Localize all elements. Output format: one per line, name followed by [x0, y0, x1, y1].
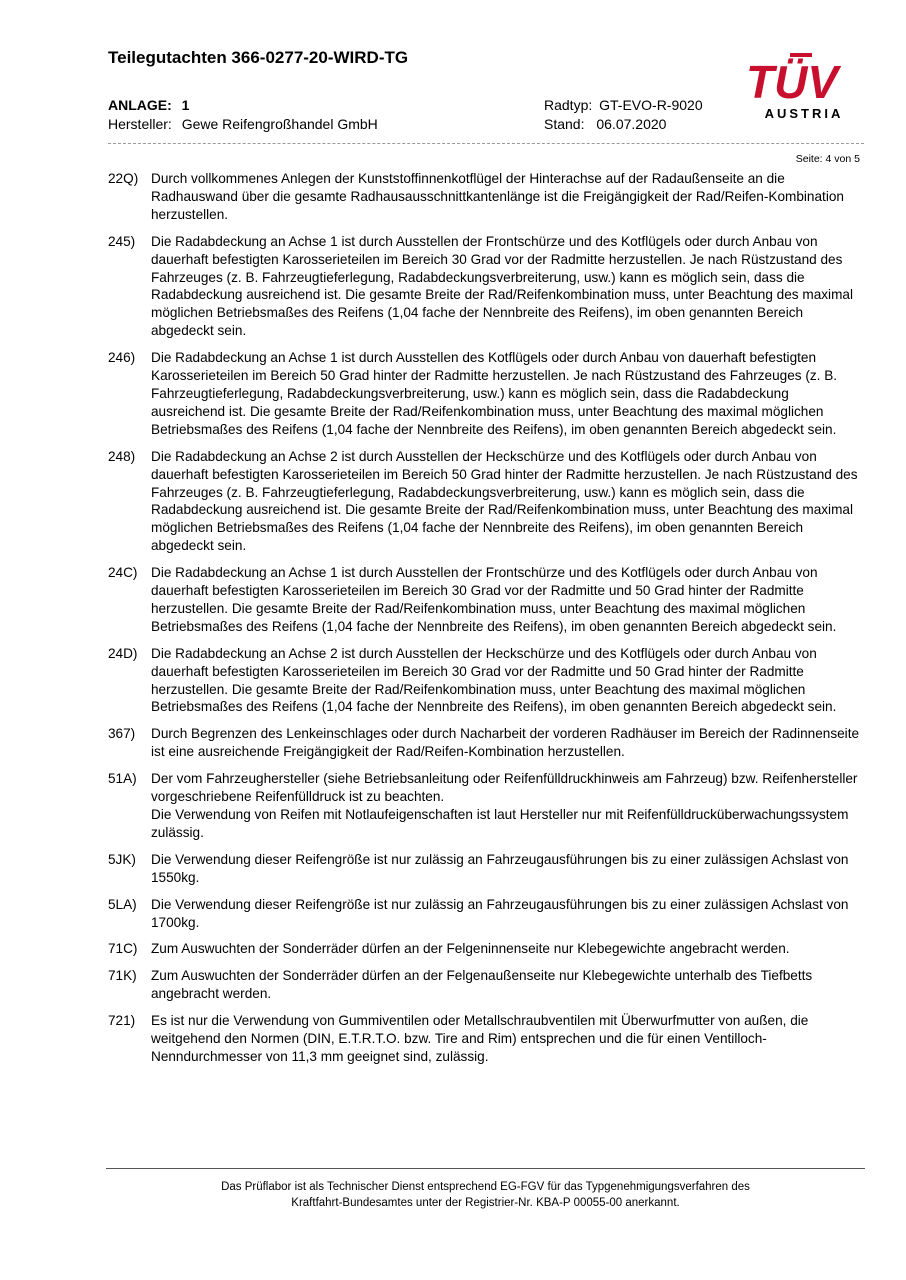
condition-item [108, 448, 864, 555]
conditions-list [108, 170, 864, 1075]
condition-paragraph: Die Verwendung dieser Reifengröße ist nur zulässig an Fahrzeugausführungen bis zu einer zulässigen Achslast von 1550kg. [151, 851, 849, 885]
hersteller-line [108, 116, 378, 132]
condition-item [108, 233, 864, 340]
footer [106, 1179, 865, 1211]
condition-text [151, 725, 864, 761]
condition-code: 5JK) [108, 851, 136, 867]
condition-text [151, 851, 864, 887]
condition-text [151, 233, 864, 340]
stand-value: 06.07.2020 [596, 116, 667, 132]
condition-item [108, 1012, 864, 1066]
page-label: Seite: [795, 153, 823, 165]
condition-paragraph: Die Radabdeckung an Achse 2 ist durch Ausstellen der Heckschürze und des Kotflügels oder durch Anbau von dauerhaft befestigten Karosserieteilen im Bereich 50 Grad hinter der Radmitte herzustellen. Je nach Rüstzustand des Fahrzeuges (z. B. Fahrzeugtieferlegung, Radabdeckungsverbreiterung, usw.) kann es möglich sein, dass die Radabdeckung ausreichend ist. Die gesamte Breite der Rad/Reifenkombination muss, unter Beachtung des maximal möglichen Betriebsmaßes des Reifens (1,04 fache der Nennbreite des Reifens), im oben genannten Bereich abgedeckt sein. [151, 448, 858, 554]
condition-item [108, 645, 864, 717]
footer-line-1: Das Prüflabor ist als Technischer Dienst entsprechend EG-FGV für das Typgenehmigungsverfahren des [221, 1181, 750, 1193]
condition-text [151, 770, 864, 842]
hersteller-label: Hersteller: [108, 116, 172, 132]
condition-item [108, 564, 864, 636]
page-current: 4 [825, 153, 832, 165]
condition-code: 248) [108, 448, 136, 464]
condition-code: 71C) [108, 941, 138, 957]
condition-item [108, 896, 864, 932]
condition-code: 51A) [108, 771, 137, 787]
condition-text [151, 940, 864, 958]
logo-subtext: AUSTRIA [764, 106, 844, 121]
condition-paragraph: Durch Begrenzen des Lenkeinschlages oder durch Nacharbeit der vorderen Radhäuser im Bereich der Radinnenseite ist eine ausreichende Freigängigkeit der Rad/Reifen-Kombination herzustellen. [151, 726, 860, 760]
condition-paragraph: Die Radabdeckung an Achse 2 ist durch Ausstellen der Heckschürze und des Kotflügels oder durch Anbau von dauerhaft befestigten Karosserieteilen im Bereich 30 Grad vor der Radmitte und 50 Grad hinter der Radmitte herzustellen. Die gesamte Breite der Rad/Reifenkombination muss, unter Beachtung des maximal möglichen Betriebsmaßes des Reifens (1,04 fache der Nennbreite des Reifens), im oben genannten Bereich abgedeckt sein. [151, 645, 837, 715]
document-title: Teilegutachten 366-0277-20-WIRD-TG [108, 48, 409, 67]
condition-item [108, 770, 864, 842]
condition-text [151, 1012, 864, 1066]
anlage-label: ANLAGE: [108, 97, 172, 113]
logo-text: TÜV [746, 56, 838, 108]
stand-label: Stand: [544, 116, 585, 132]
condition-text [151, 564, 864, 636]
page-number [796, 153, 860, 165]
condition-paragraph: Zum Auswuchten der Sonderräder dürfen an der Felgeninnenseite nur Klebegewichte angebracht werden. [151, 941, 790, 957]
condition-item [108, 851, 864, 887]
condition-paragraph: Die Radabdeckung an Achse 1 ist durch Ausstellen der Frontschürze und des Kotflügels oder durch Anbau von dauerhaft befestigten Karosserieteilen im Bereich 30 Grad vor der Radmitte herzustellen. Je nach Rüstzustand des Fahrzeuges (z. B. Fahrzeugtieferlegung, Radabdeckungsverbreiterung, usw.) kann es möglich sein, dass die Radabdeckung ausreichend ist. Die gesamte Breite der Rad/Reifenkombination muss, unter Beachtung des maximal möglichen Betriebsmaßes des Reifens (1,04 fache der Nennbreite des Reifens), im oben genannten Bereich abgedeckt sein. [151, 233, 853, 339]
condition-code: 367) [108, 726, 136, 742]
condition-code: 22Q) [108, 171, 139, 186]
condition-code: 245) [108, 233, 136, 249]
condition-code: 24D) [108, 645, 138, 661]
condition-item [108, 725, 864, 761]
condition-paragraph: Der vom Fahrzeughersteller (siehe Betriebsanleitung oder Reifenfülldruckhinweis am Fahrzeug) bzw. Reifenhersteller vorgeschriebene Reifenfülldruck ist zu beachten. [151, 771, 858, 805]
hersteller-value: Gewe Reifengroßhandel GmbH [181, 116, 378, 132]
radtyp-line [544, 97, 703, 113]
footer-line-2: Kraftfahrt-Bundesamtes unter der Registrier-Nr. KBA-P 00055-00 anerkannt. [291, 1197, 680, 1209]
condition-paragraph: Die Verwendung von Reifen mit Notlaufeigenschaften ist laut Hersteller nur mit Reifenfülldrucküberwachungssystem zulässig. [151, 807, 849, 840]
condition-code: 721) [108, 1013, 136, 1029]
condition-item [108, 349, 864, 439]
condition-code: 5LA) [108, 896, 137, 912]
page-total: 5 [854, 153, 860, 165]
condition-text [151, 645, 864, 717]
anlage-line [108, 97, 189, 113]
page-separator: von [834, 153, 852, 165]
condition-text [151, 896, 864, 932]
condition-text [151, 967, 864, 1003]
condition-text [151, 448, 864, 555]
condition-item [108, 170, 864, 224]
condition-paragraph: Die Radabdeckung an Achse 1 ist durch Ausstellen der Frontschürze und des Kotflügels oder durch Anbau von dauerhaft befestigten Karosserieteilen im Bereich 30 Grad vor der Radmitte und 50 Grad hinter der Radmitte herzustellen. Die gesamte Breite der Rad/Reifenkombination muss, unter Beachtung des maximal möglichen Betriebsmaßes des Reifens (1,04 fache der Nennbreite des Reifens), im oben genannten Bereich abgedeckt sein. [151, 565, 837, 634]
condition-paragraph: Die Radabdeckung an Achse 1 ist durch Ausstellen des Kotflügels oder durch Anbau von dauerhaft befestigten Karosserieteilen im Bereich 50 Grad hinter der Radmitte herzustellen. Je nach Rüstzustand des Fahrzeuges (z. B. Fahrzeugtieferlegung, Radabdeckungsverbreiterung, usw.) kann es möglich sein, dass die Radabdeckung ausreichend ist. Die gesamte Breite der Rad/Reifenkombination muss, unter Beachtung des maximal möglichen Betriebsmaßes des Reifens (1,04 fache der Nennbreite des Reifens), im oben genannten Bereich abgedeckt sein. [151, 350, 838, 437]
condition-code: 24C) [108, 565, 138, 581]
header-divider [108, 143, 864, 144]
condition-text [151, 170, 864, 224]
condition-code: 71K) [108, 968, 137, 984]
radtyp-label: Radtyp: [544, 97, 593, 113]
condition-paragraph: Die Verwendung dieser Reifengröße ist nur zulässig an Fahrzeugausführungen bis zu einer zulässigen Achslast von 1700kg. [151, 896, 849, 930]
anlage-value: 1 [181, 97, 190, 113]
condition-item [108, 967, 864, 1003]
footer-divider [106, 1168, 865, 1169]
condition-text [151, 349, 864, 439]
tuv-austria-logo [746, 52, 862, 122]
condition-code: 246) [108, 350, 136, 366]
condition-paragraph: Durch vollkommenes Anlegen der Kunststoffinnenkotflügel der Hinterachse auf der Radaußenseite an die Radhauswand über die gesamte Radhausausschnittkantenlänge ist die Freigängigkeit der Rad/Reifen-Kombination herzustellen. [151, 171, 844, 222]
radtyp-value: GT-EVO-R-9020 [599, 97, 703, 113]
stand-line [544, 116, 666, 132]
condition-item [108, 940, 864, 958]
condition-paragraph: Es ist nur die Verwendung von Gummiventilen oder Metallschraubventilen mit Überwurfmutter von außen, die weitgehend den Normen (DIN, E.T.R.T.O. bzw. Tire and Rim) entsprechen und die für einen Ventilloch-Nenndurchmesser von 11,3 mm geeignet sind, zulässig. [151, 1013, 809, 1064]
condition-paragraph: Zum Auswuchten der Sonderräder dürfen an der Felgenaußenseite nur Klebegewichte unterhalb des Tiefbetts angebracht werden. [151, 968, 813, 1002]
